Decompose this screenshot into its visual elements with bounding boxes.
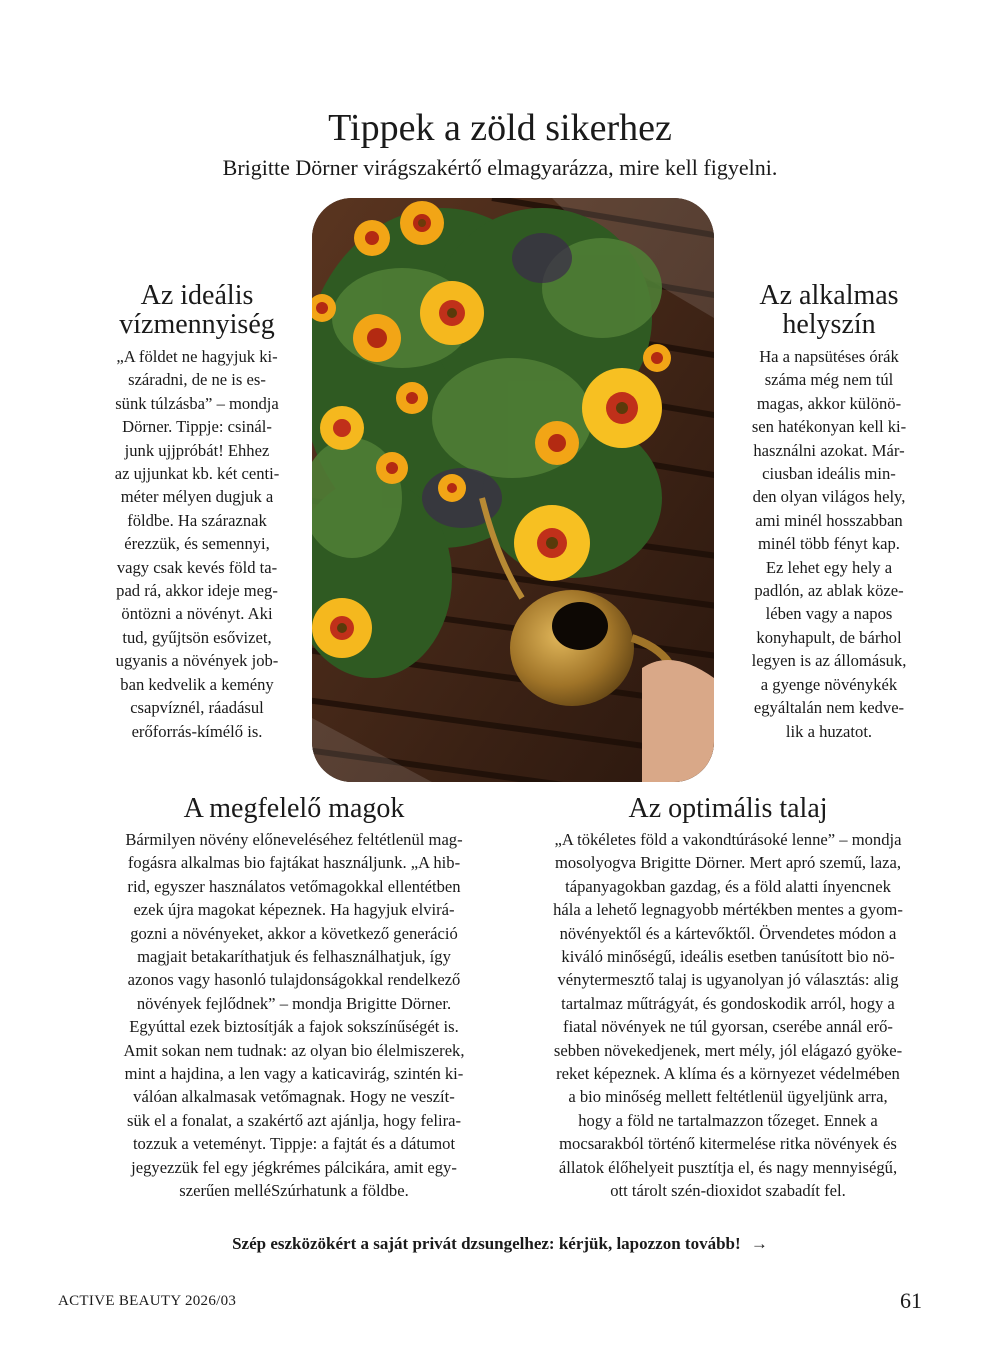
text-line: Dörner. Tippje: csinál- [122, 417, 272, 437]
text-line: azonos vagy hasonló tulajdonságokkal rendelkező [127, 970, 461, 990]
text-line: erőforrás-kímélő is. [131, 721, 263, 741]
text-line: tozzuk a veteményt. Tippje: a fajtát és a dátumot [132, 1134, 456, 1154]
text-line: fiatal növények ne túl gyorsan, cserébe annál erő- [563, 1017, 893, 1037]
text-line: reket képeznek. A klíma és a környezet védelmében [556, 1064, 900, 1084]
text-line: szerűen melléSzúrhatunk a földbe. [179, 1181, 409, 1201]
text-line: hogy a föld ne tartalmazzon tőzeget. Ennek a [578, 1110, 878, 1130]
text-line: tápanyagokban gazdag, és a föld alatti ínyencnek [565, 876, 891, 896]
section-heading-location-line-1: Az alkalmas [759, 280, 899, 311]
text-line: vagy csak kevés föld ta- [116, 557, 278, 577]
text-line: legyen is az állomásuk, [751, 651, 907, 671]
continue-reading-text: Szép eszközökért a saját privát dzsungelhez: kérjük, lapozzon tovább! [232, 1234, 741, 1253]
page-number: 61 [900, 1288, 922, 1313]
text-line: sünk túlzásba” – mondja [115, 393, 279, 413]
section-heading-location [724, 281, 934, 339]
text-line: padlón, az ablak köze- [754, 581, 904, 601]
text-line: „A tökéletes föld a vakondtúrásoké lenne” – mondja [554, 830, 902, 849]
text-line: konyhapult, de bárhol [756, 627, 902, 647]
text-line: minél több fényt kap. [758, 534, 900, 554]
text-line: növényektől és a kártevőktől. Örvendetes módon a [559, 923, 897, 943]
text-line: ciusban ideális min- [762, 464, 896, 484]
text-line: ami minél hosszabban [755, 510, 903, 530]
text-line: száma még nem túl [764, 370, 894, 390]
text-line: Egyúttal ezek biztosítják a fajok sokszínűségét is. [129, 1017, 459, 1037]
text-line: válóan alkalmasak vetőmagnak. Hogy ne veszít- [133, 1087, 455, 1107]
text-line: lik a huzatot. [785, 721, 873, 741]
section-body-soil [518, 828, 938, 1203]
text-line: den olyan világos hely, [752, 487, 906, 507]
text-line: a bio minőség mellett feltétlenül ügyeljünk arra, [568, 1087, 888, 1107]
section-heading-water-line-2: vízmennyiség [119, 309, 275, 340]
section-heading-location-line-2: helyszín [782, 309, 876, 340]
text-line: Ha a napsütéses órák [759, 347, 899, 366]
magazine-issue: ACTIVE BEAUTY 2026/03 [58, 1293, 237, 1309]
text-line: jegyezzük fel egy jégkrémes pálcikára, amit egy- [131, 1157, 457, 1177]
page-title: Tippek a zöld sikerhez [328, 107, 672, 149]
text-line: méter mélyen dugjuk a [120, 487, 274, 507]
text-line: pad rá, akkor ideje meg- [116, 581, 278, 601]
text-line: rid, egyszer használatos vetőmagokkal ellentétben [127, 876, 461, 896]
text-line: magjait betakaríthatjuk és felhasználhatjuk, így [137, 947, 451, 967]
text-line: ban kedvelik a kemény [120, 674, 274, 694]
text-line: tartalmaz műtrágyát, és gondoskodik arról, hogy a [561, 993, 895, 1013]
text-line: gozni a növényeket, akkor a következő generáció [130, 923, 458, 943]
page-subtitle: Brigitte Dörner virágszakértő elmagyarázza, mire kell figyelni. [222, 155, 778, 180]
text-line: mocsarakból történő kitermelése ritka növények és [559, 1134, 897, 1154]
text-line: földbe. Ha száraznak [127, 510, 267, 530]
section-heading-water-line-1: Az ideális [140, 280, 254, 311]
text-line: Ez lehet egy hely a [765, 557, 893, 577]
text-line: sen hatékonyan kell ki- [751, 417, 907, 437]
text-line: az ujjunkat kb. két centi- [114, 464, 280, 484]
text-line: érezzük, és semennyi, [124, 534, 270, 554]
section-body-location [724, 345, 934, 743]
text-line: Amit sokan nem tudnak: az olyan bio élelmiszerek, [123, 1040, 465, 1060]
text-line: használni azokat. Már- [753, 440, 905, 460]
section-body-water [92, 345, 302, 743]
text-line: tud, gyűjtsön esővizet, [122, 627, 272, 647]
text-line: mint a hajdina, a len vagy a katicavirág, szintén ki- [124, 1064, 464, 1084]
text-line: mosolyogva Brigitte Dörner. Mert apró szemű, laza, [554, 853, 902, 873]
text-line: vénytermesztő talaj is ugyanolyan jó választás: alig [557, 970, 899, 990]
text-line: sebben növekedjenek, mert mély, jól elágazó gyöke- [553, 1040, 903, 1060]
text-line: öntözni a növényt. Aki [121, 604, 273, 624]
text-line: lében vagy a napos [765, 604, 893, 624]
text-line: fogásra alkalmas bio fajtákat használjunk. „A hib- [127, 853, 461, 873]
section-body-seeds [94, 828, 494, 1203]
text-line: csapvíznél, ráadásul [130, 698, 264, 718]
arrow-right-icon: → [750, 1234, 768, 1253]
text-line: egyáltalán nem kedve- [753, 698, 905, 718]
text-line: magas, akkor különö- [756, 393, 902, 413]
text-line: a gyenge növénykék [760, 674, 898, 694]
text-line: „A földet ne hagyjuk ki- [116, 347, 278, 366]
text-line: állatok élőhelyeit pusztítja el, és nagy mennyiségű, [558, 1157, 898, 1177]
section-heading-soil: Az optimális talaj [628, 793, 828, 824]
text-line: növények fejlődnek” – mondja Brigitte Dörner. [136, 993, 452, 1013]
section-heading-seeds: A megfelelő magok [183, 793, 405, 824]
text-line: Bármilyen növény előneveléséhez feltétlenül mag- [125, 830, 463, 849]
text-line: junk ujjpróbát! Ehhez [124, 440, 270, 460]
text-line: száradni, de ne is es- [128, 370, 266, 390]
text-line: ezek újra magokat képeznek. Ha hagyjuk elvirá- [133, 900, 455, 920]
flower-watering-can-photo [312, 198, 714, 782]
section-heading-water [92, 281, 302, 339]
text-line: sük el a fonalat, a szakértő azt ajánlja, hogy felira- [126, 1110, 462, 1130]
continue-reading-note [0, 1234, 1000, 1254]
text-line: ott tárolt szén-dioxidot szabadít fel. [610, 1181, 846, 1201]
text-line: hála a lehető legnagyobb mértékben mentes a gyom- [553, 900, 903, 920]
text-line: ugyanis a növények job- [115, 651, 279, 671]
text-line: kiváló minőségű, ideális esetben tanúsított bio nö- [561, 947, 895, 967]
